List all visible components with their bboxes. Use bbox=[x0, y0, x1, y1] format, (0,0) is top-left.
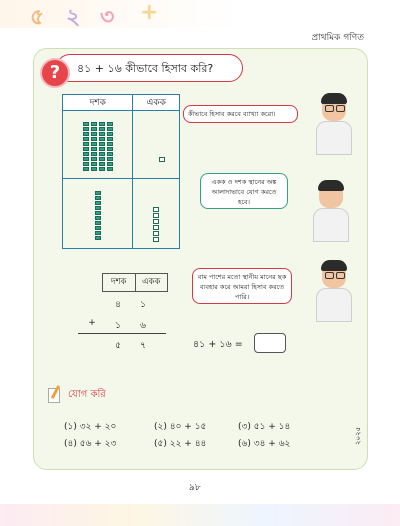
exercise-5: (৫) ২২ + ৪৪ bbox=[154, 439, 207, 449]
bottom-decoration bbox=[0, 504, 400, 526]
unit-cube bbox=[153, 219, 159, 224]
ten-rod bbox=[99, 122, 105, 171]
exercise-2: (২) ৪০ + ১৫ bbox=[154, 422, 207, 432]
top-decoration bbox=[0, 0, 400, 28]
digit: ৫ bbox=[115, 341, 121, 351]
ten-rod bbox=[95, 191, 101, 240]
tens-cell-41 bbox=[63, 111, 133, 179]
speech-bubble-separate: একক ও দশক স্থানের অঙ্ক আলাদাভাবে যোগ করতে হবে। bbox=[200, 173, 288, 209]
ten-rod bbox=[91, 122, 97, 171]
unit-cube bbox=[153, 213, 159, 218]
decor-digit: ২ bbox=[66, 5, 81, 30]
place-tens-label: দশক bbox=[103, 274, 136, 291]
ones-cell-16 bbox=[133, 179, 180, 249]
ten-rod bbox=[107, 122, 113, 171]
decor-digit: ৩ bbox=[100, 5, 115, 30]
unit-cube bbox=[159, 157, 165, 162]
digit: ১ bbox=[140, 300, 146, 310]
boy-with-glasses-illustration bbox=[316, 95, 352, 155]
place-value-header bbox=[102, 273, 168, 292]
unit-cube bbox=[153, 237, 159, 242]
question-title: ৪১ + ১৬ কীভাবে হিসাব করি? bbox=[56, 54, 243, 82]
ten-rods-group bbox=[63, 191, 132, 240]
exercise-1: (১) ৩২ + ২০ bbox=[64, 422, 117, 432]
digit: ৪ bbox=[115, 300, 121, 310]
exercise-6: (৬) ৩৪ + ৬২ bbox=[238, 439, 291, 449]
answer-box[interactable] bbox=[254, 333, 286, 353]
pencil-paper-icon bbox=[48, 386, 61, 402]
page-number: ৯৮ bbox=[189, 483, 201, 493]
speech-bubble-placevalue: বাম পাশের মতো স্থানীয় মানের ছক ব্যবহার করে আমরা হিসাব করতে পারি। bbox=[192, 268, 292, 304]
block-model-table bbox=[62, 94, 180, 249]
sum-line bbox=[78, 333, 166, 334]
ones-cell-41 bbox=[133, 111, 180, 179]
question-mark-icon: ? bbox=[40, 58, 70, 88]
boy-with-glasses-illustration bbox=[316, 262, 352, 322]
unit-cube bbox=[153, 231, 159, 236]
unit-cubes-group bbox=[133, 207, 179, 242]
unit-cube bbox=[153, 225, 159, 230]
speech-bubble-explain: কীভাবে হিসাব করবে ব্যাখ্যা করো। bbox=[183, 105, 298, 123]
ten-rods-group bbox=[63, 122, 132, 171]
ones-header: একক bbox=[133, 95, 180, 111]
boy-illustration bbox=[313, 182, 349, 242]
unit-cube bbox=[153, 207, 159, 212]
plus-sign: + bbox=[88, 318, 96, 328]
decor-digit: + bbox=[140, 0, 159, 25]
digit: ১ bbox=[115, 321, 121, 331]
place-ones-label: একক bbox=[142, 277, 161, 287]
tens-header: দশক bbox=[63, 95, 133, 111]
exercise-3: (৩) ৫১ + ১৪ bbox=[238, 422, 291, 432]
digit: ৬ bbox=[140, 321, 146, 331]
equation: ৪১ + ১৬ = bbox=[193, 339, 243, 350]
exercise-4: (৪) ৫৬ + ২৩ bbox=[64, 439, 117, 449]
subject-header: প্রাথমিক গণিত bbox=[311, 33, 364, 43]
side-year-text: ২০২৫ bbox=[354, 426, 362, 445]
ten-rod bbox=[83, 122, 89, 171]
tens-cell-16 bbox=[63, 179, 133, 249]
digit: ৭ bbox=[140, 341, 146, 351]
section-title: যোগ করি bbox=[68, 389, 106, 400]
decor-digit: ৫ bbox=[30, 5, 45, 30]
